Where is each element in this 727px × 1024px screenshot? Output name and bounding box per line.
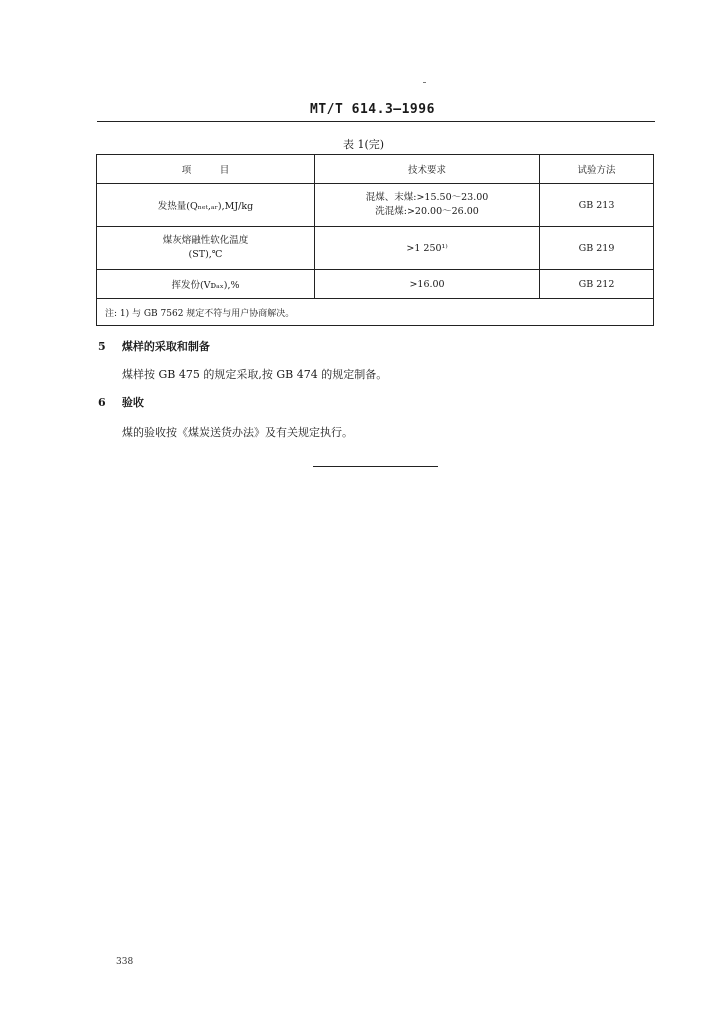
table-note-row [97, 299, 654, 326]
cell-method: GB 219 [540, 227, 654, 270]
item-line: (ST),℃ [188, 249, 223, 260]
cell-item: 挥发份(Vᴅₐₓ),% [97, 270, 315, 299]
spec-table [96, 154, 654, 326]
section-paragraph: 煤样按 GB 475 的规定采取,按 GB 474 的规定制备。 [122, 368, 388, 381]
cell-requirement [314, 184, 539, 227]
table-row [97, 270, 654, 299]
cell-method: GB 212 [540, 270, 654, 299]
section-heading [98, 338, 210, 354]
section-title: 验收 [121, 396, 144, 409]
item-line: 煤灰熔融性软化温度 [162, 235, 249, 246]
requirement-line: 洗混煤:>20.00～26.00 [375, 206, 479, 217]
section-title: 煤样的采取和制备 [121, 340, 210, 353]
header-method: 试验方法 [540, 155, 654, 184]
section-number: 5 [98, 340, 106, 353]
page-number: 338 [116, 957, 134, 967]
section-paragraph: 煤的验收按《煤炭送货办法》及有关规定执行。 [122, 426, 353, 439]
table-row [97, 227, 654, 270]
table-header-row [97, 155, 654, 184]
end-rule [313, 466, 438, 467]
section-number: 6 [98, 396, 106, 409]
cell-requirement: >16.00 [314, 270, 539, 299]
cell-item [97, 227, 315, 270]
cell-method: GB 213 [540, 184, 654, 227]
cell-item: 发热量(Qₙₑₜ,ₐᵣ),MJ/kg [97, 184, 315, 227]
requirement-line: 混煤、末煤:>15.50～23.00 [365, 192, 489, 203]
header-requirement: 技术要求 [314, 155, 539, 184]
cell-requirement: >1 250¹⁾ [314, 227, 539, 270]
table-row [97, 184, 654, 227]
table-caption: 表 1(完) [342, 138, 385, 151]
standard-code: MT/T 614.3—1996 [310, 102, 435, 117]
header-item: 项 目 [97, 155, 315, 184]
section-heading [98, 394, 144, 410]
table-note: 注: 1) 与 GB 7562 规定不符与用户协商解决。 [97, 299, 654, 326]
header-rule [97, 121, 655, 122]
scan-speck [423, 82, 426, 83]
